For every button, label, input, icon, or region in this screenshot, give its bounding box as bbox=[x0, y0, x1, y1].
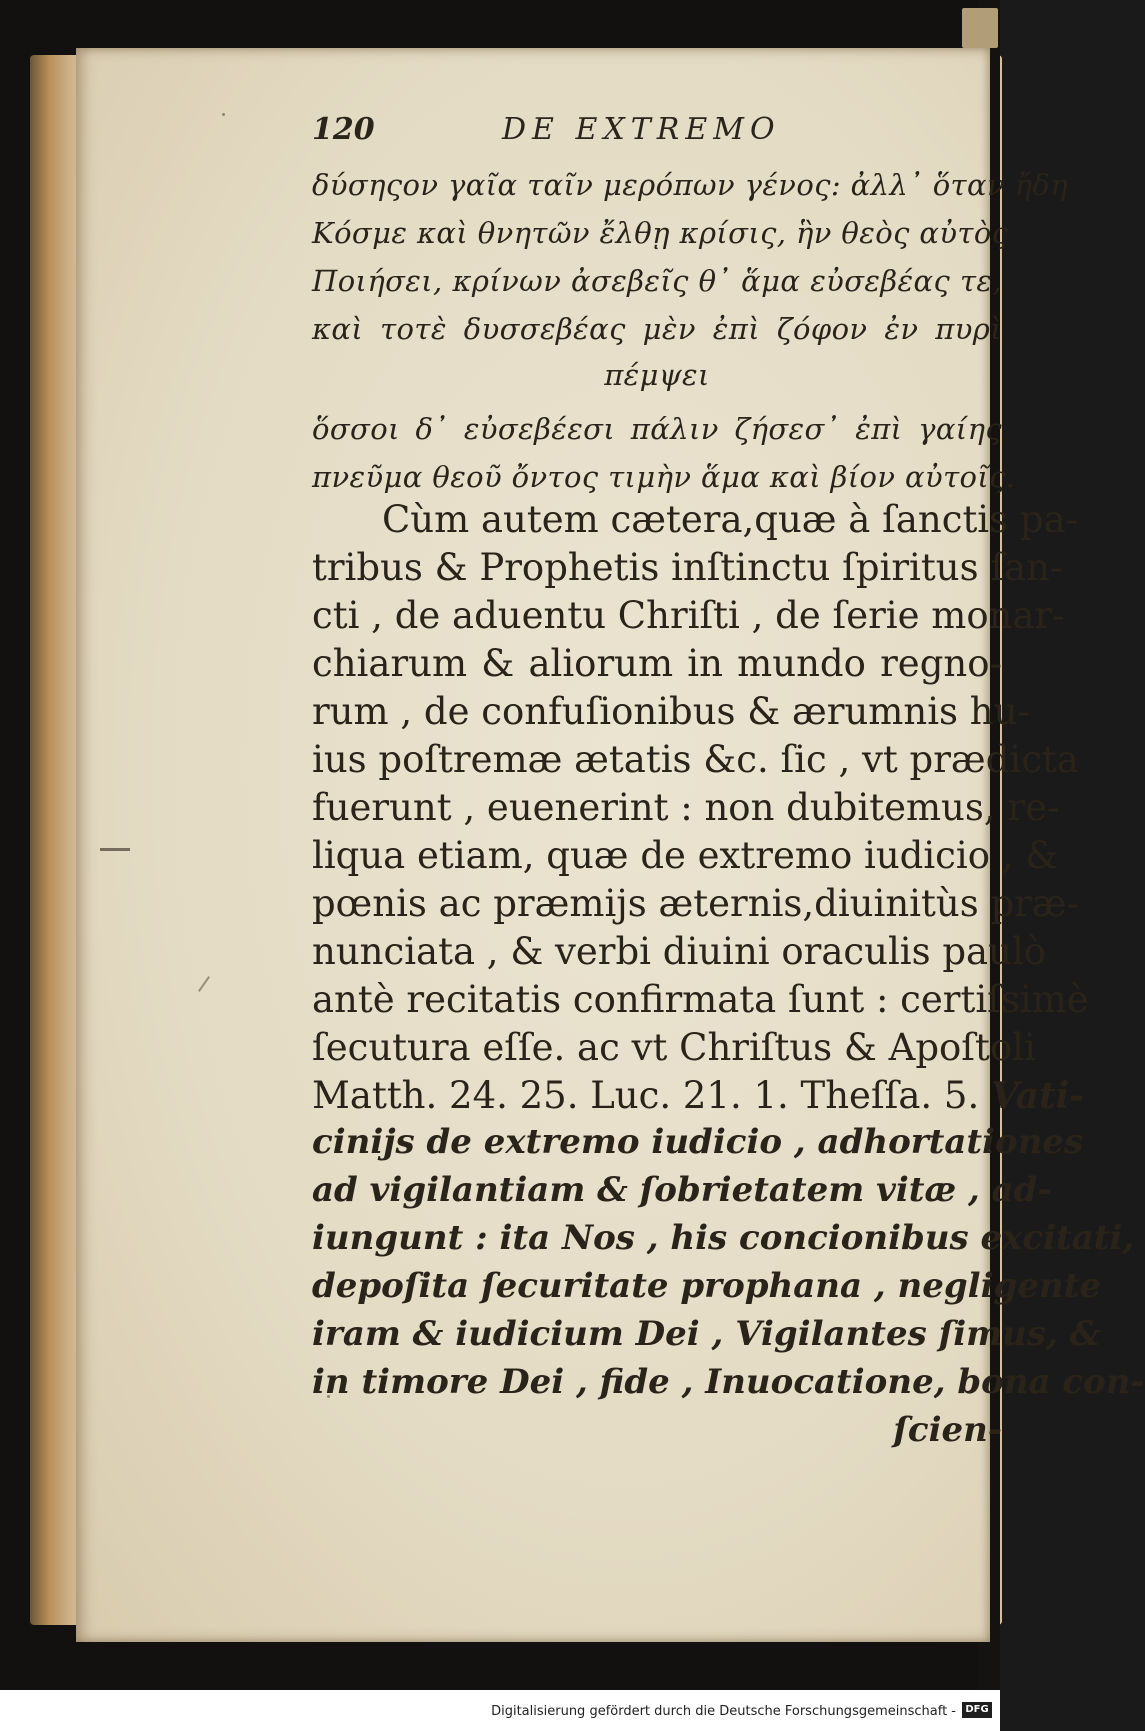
page-number: 120 bbox=[312, 112, 375, 147]
latin-line: liqua etiam, quæ de extremo iudicio , & bbox=[312, 834, 1059, 877]
italic-line: ad vigilantiam & ſobrietatem vitæ , ad- bbox=[312, 1170, 1052, 1210]
digitization-footer bbox=[0, 1690, 1000, 1731]
catchword: ſcien- bbox=[893, 1410, 1002, 1450]
page-header bbox=[312, 112, 1002, 152]
italic-line: depoſita ſecuritate prophana , negligente bbox=[312, 1266, 1101, 1306]
greek-line: Κόσμε καὶ θνητῶν ἔλθῃ κρίσις, ἣν θεὸς αὐτὸς bbox=[312, 216, 1009, 250]
citation-text: Matth. 24. 25. Luc. 21. 1. Theſſa. 5. bbox=[312, 1074, 980, 1117]
greek-line: Ποιήσει, κρίνων ἀσεβεῖς θ᾿ ἅμα εὐσεβέας τε, bbox=[312, 264, 1002, 298]
latin-line: pœnis ac præmijs æternis,diuinitùs præ- bbox=[312, 882, 1080, 925]
latin-line: nunciata , & verbi diuini oraculis paulò bbox=[312, 930, 1047, 973]
latin-line: cti , de aduentu Chriſti , de ſerie monar- bbox=[312, 594, 1065, 637]
greek-line: καὶ τοτὲ δυσσεβέας μὲν ἐπὶ ζόφον ἐν πυρὶ bbox=[312, 312, 1002, 346]
ink-speck bbox=[222, 113, 225, 116]
latin-line: fuerunt , euenerint : non dubitemus, re- bbox=[312, 786, 1060, 829]
greek-line: ὅσσοι δ᾿ εὐσεβέεσι πάλιν ζήσεσ᾿ ἐπὶ γαίης bbox=[312, 412, 1002, 446]
thumb-tab bbox=[962, 8, 998, 48]
italic-line: iram & iudicium Dei , Vigilantes ſimus, & bbox=[312, 1314, 1101, 1354]
latin-line: tribus & Prophetis inſtinctu ſpiritus ſan- bbox=[312, 546, 1063, 589]
funding-credit: Digitalisierung gefördert durch die Deutsche Forschungsgemeinschaft - bbox=[491, 1704, 956, 1719]
greek-line: πέμψει bbox=[604, 358, 710, 392]
italic-line: iungunt : ita Nos , his concionibus excitati, bbox=[312, 1218, 1135, 1258]
latin-line: ius poſtremæ ætatis &c. ſic , vt prædicta bbox=[312, 738, 1079, 781]
italic-line-start: Vati- bbox=[991, 1075, 1085, 1117]
running-title: DE EXTREMO bbox=[502, 112, 781, 147]
latin-line-citation bbox=[312, 1074, 1085, 1120]
latin-line: Cùm autem cætera,quæ à ſanctis pa- bbox=[382, 498, 1079, 541]
latin-line: chiarum & aliorum in mundo regno- bbox=[312, 642, 1002, 685]
greek-line: δύσηςον γαῖα ταῖν μερόπων γένος: ἀλλ᾿ ὅταν ἤδη bbox=[312, 168, 1069, 202]
latin-line: antè recitatis confirmata ſunt : certiſsimè bbox=[312, 978, 1089, 1021]
greek-line: πνεῦμα θεοῦ ὄντος τιμὴν ἅμα καὶ βίον αὐτοῖς. bbox=[312, 460, 1016, 494]
latin-line: ſecutura eſſe. ac vt Chriſtus & Apoſtoli bbox=[312, 1026, 1036, 1069]
dfg-logo: DFG bbox=[962, 1702, 992, 1718]
italic-line: cinijs de extremo iudicio , adhortationes bbox=[312, 1122, 1084, 1162]
italic-line: in timore Dei , fide , Inuocatione, bona con- bbox=[312, 1362, 1145, 1402]
latin-line: rum , de confuſionibus & ærumnis hu- bbox=[312, 690, 1030, 733]
margin-mark bbox=[100, 848, 130, 851]
